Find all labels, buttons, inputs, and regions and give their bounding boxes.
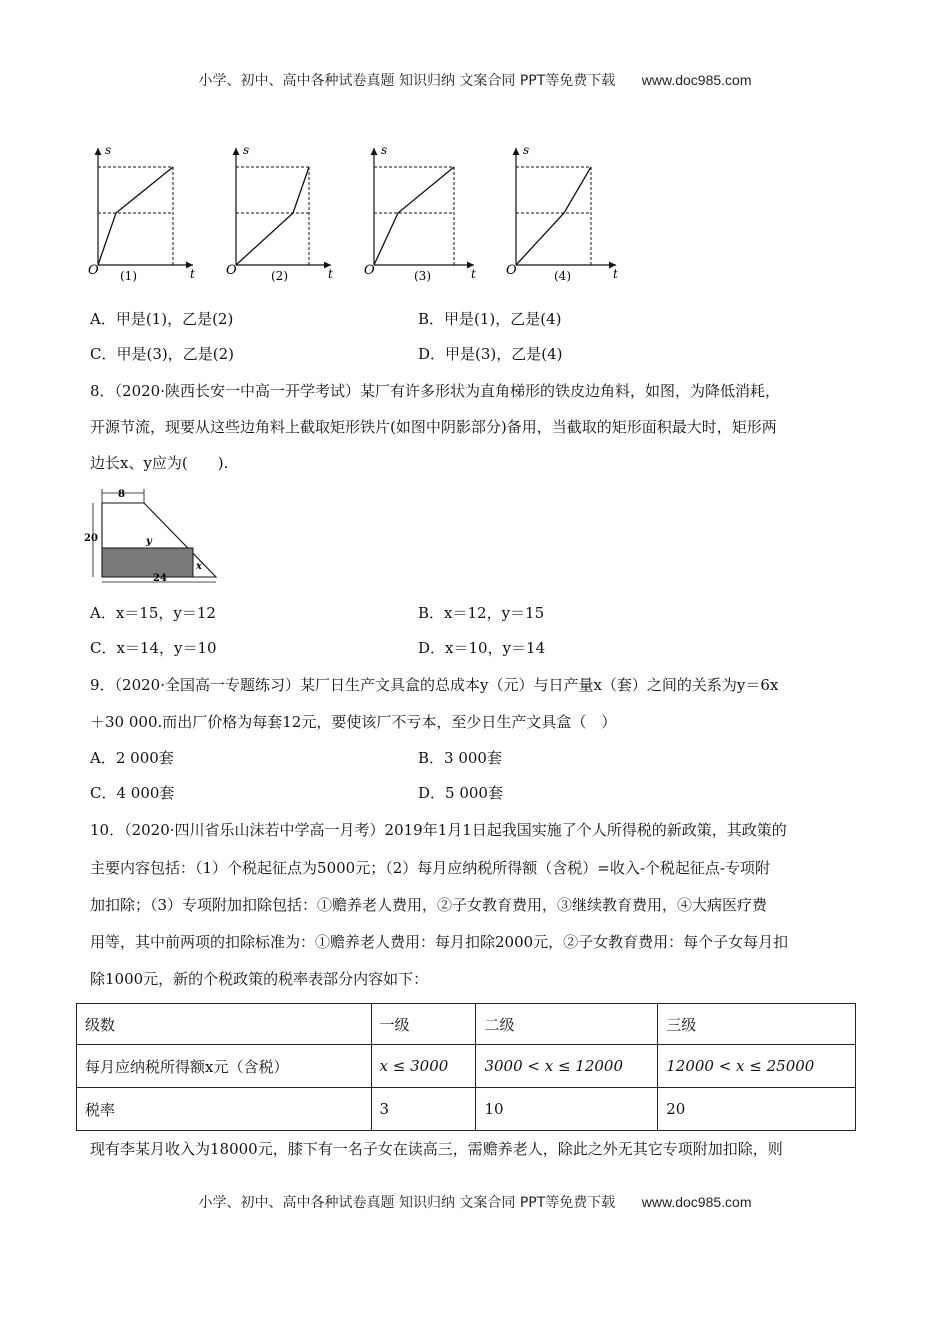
q9-option-d: D．5 000套 [418,784,503,802]
q10-line-6: 现有李某月收入为18000元，膝下有一名子女在读高三，需赡养老人，除此之外无其它专项附加扣除，则 [90,1140,783,1158]
graph-4-s-label: s [523,143,530,157]
dim-bottom-label: 24 [153,573,167,584]
graph-2-t-label: t [328,267,333,281]
tax-rate-table [76,1003,856,1131]
graph-2 [226,143,333,283]
header-site: www.doc985.com [641,72,752,88]
footer-site: www.doc985.com [641,1194,752,1210]
graph-1-t-label: t [190,267,195,281]
table-row [77,1088,856,1131]
table-cell: 20 [658,1088,856,1131]
table-row [77,1045,856,1088]
graph-3-t-label: t [471,267,476,281]
q9-line-1: 9．（2020·全国高一专题练习）某厂日生产文具盒的总成本y（元）与日产量x（套）之间的关系为y＝6x [90,676,779,694]
footer-text: 小学、初中、高中各种试卷真题 知识归纳 文案合同 PPT等免费下载 [198,1195,616,1211]
graph-4-t-label: t [613,267,618,281]
q7-option-d: D．甲是(3)，乙是(4) [418,345,563,363]
graph-2-o-label: O [226,263,237,278]
table-cell: 级数 [77,1004,372,1045]
q7-option-b: B．甲是(1)，乙是(4) [418,310,562,328]
dim-y-label: y [146,536,152,547]
q9-option-a: A．2 000套 [90,749,174,767]
q8-line-2: 开源节流，现要从这些边角料上截取矩形铁片(如图中阴影部分)备用，当截取的矩形面积最大时，矩形两 [90,418,777,436]
q8-option-a: A．x＝15，y＝12 [90,604,216,622]
table-cell: 每月应纳税所得额x元（含税） [77,1045,372,1088]
graph-2-curve [236,167,309,265]
table-cell: 一级 [371,1004,476,1045]
q8-option-c: C．x＝14，y＝10 [90,639,217,657]
table-cell: 12000 < x ≤ 25000 [658,1045,856,1088]
table-cell: 3 [371,1088,476,1131]
dim-x-label: x [196,561,202,572]
graph-3-curve [374,167,454,265]
table-cell: x ≤ 3000 [371,1045,476,1088]
graph-4 [506,143,618,283]
st-graphs-figure [80,140,640,290]
q10-line-1: 10．（2020·四川省乐山沫若中学高一月考）2019年1月1日起我国实施了个人所得税的新政策，其政策的 [90,821,787,839]
page-footer [0,1192,950,1212]
table-cell: 税率 [77,1088,372,1131]
table-cell: 三级 [658,1004,856,1045]
shaded-rectangle [102,548,193,577]
graph-3 [364,143,476,283]
table-cell: 二级 [476,1004,658,1045]
header-text: 小学、初中、高中各种试卷真题 知识归纳 文案合同 PPT等免费下载 [198,73,616,89]
graph-1-o-label: O [88,263,99,278]
q8-line-3: 边长x、y应为( ). [90,454,229,472]
table-cell: 3000 < x ≤ 12000 [476,1045,658,1088]
graph-4-o-label: O [506,263,517,278]
q10-line-5: 除1000元，新的个税政策的税率表部分内容如下： [90,970,429,988]
graph-4-caption: (4) [554,269,571,283]
graph-2-caption: (2) [271,269,288,283]
graph-3-caption: (3) [414,269,431,283]
trapezoid-figure [80,485,225,585]
graph-1-caption: (1) [120,269,137,283]
graph-1 [88,143,195,283]
dim-left-label: 20 [84,533,98,544]
dim-top-label: 8 [118,489,125,500]
graph-4-curve [516,167,591,265]
graph-3-o-label: O [364,263,375,278]
q10-line-3: 加扣除；（3）专项附加扣除包括：①赡养老人费用，②子女教育费用，③继续教育费用，④大病医疗费 [90,896,768,914]
q10-line-4: 用等，其中前两项的扣除标准为：①赡养老人费用：每月扣除2000元，②子女教育费用：每个子女每月扣 [90,933,789,951]
q9-option-b: B．3 000套 [418,749,502,767]
q8-line-1: 8．（2020·陕西长安一中高一开学考试）某厂有许多形状为直角梯形的铁皮边角料，如图，为降低消耗， [90,382,780,400]
q8-option-b: B．x＝12，y＝15 [418,604,545,622]
q9-line-2: ＋30 000.而出厂价格为每套12元，要使该厂不亏本，至少日生产文具盒（ ） [90,713,617,731]
q7-option-c: C．甲是(3)，乙是(2) [90,345,234,363]
table-row [77,1004,856,1045]
q7-option-a: A．甲是(1)，乙是(2) [90,310,234,328]
graph-1-curve [98,167,173,265]
page-header [0,70,950,90]
q8-option-d: D．x＝10，y＝14 [418,639,546,657]
graph-3-s-label: s [381,143,388,157]
q9-option-c: C．4 000套 [90,784,175,802]
q10-line-2: 主要内容包括：（1）个税起征点为5000元；（2）每月应纳税所得额（含税）=收入-个税起征点-专项附 [90,859,770,877]
table-cell: 10 [476,1088,658,1131]
graph-1-s-label: s [105,143,112,157]
graph-2-s-label: s [243,143,250,157]
